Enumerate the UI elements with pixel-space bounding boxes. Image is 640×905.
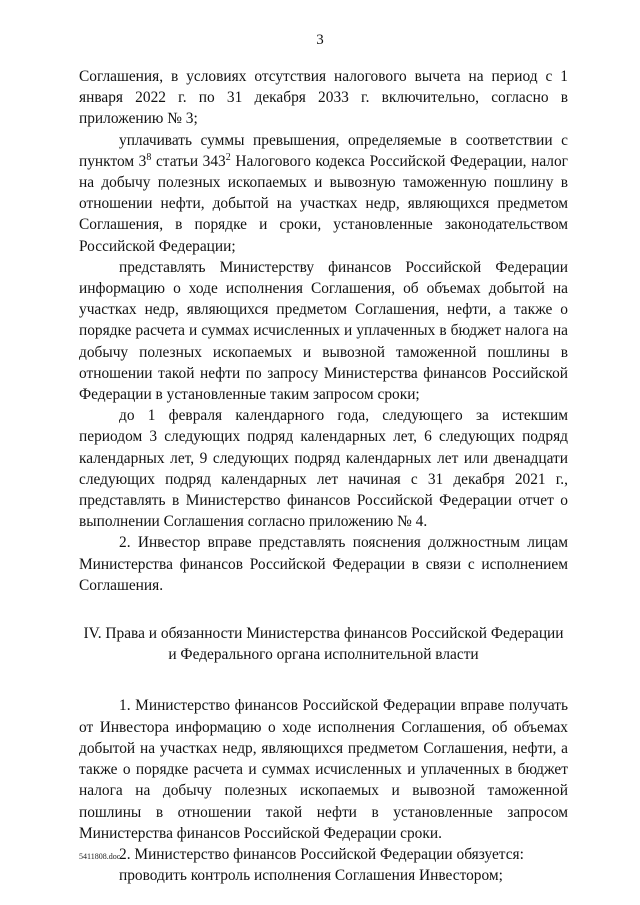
paragraph-pay-excess-part1: уплачивать суммы превышения, определяемые в соответствии с пунктом 3: [79, 131, 568, 170]
document-body: [79, 66, 568, 886]
superscript-2: 2: [225, 151, 231, 163]
paragraph-provide-info: представлять Министерству финансов Российской Федерации информацию о ходе исполнения Соглашения, об объемах добытой на участках недр, являющихся предметом Соглашения, нефти, а также о порядке расчета и суммах исчисленных и уплаченных в бюджет налога на добычу полезных ископаемых и вывозной таможенной пошлины в отношении такой нефти по запросу Министерства финансов Российской Федерации в установленные таким запросом сроки;: [79, 258, 568, 404]
document-file-code: 5411808.doc: [79, 852, 121, 861]
paragraph-investor-rights: 2. Инвестор вправе представлять пояснения должностным лицам Министерства финансов Российской Федерации в связи с исполнением Соглашения.: [79, 534, 568, 594]
paragraph-pay-excess: [79, 130, 568, 257]
superscript-8: 8: [146, 151, 152, 163]
paragraph-control: проводить контроль исполнения Соглашения Инвестором;: [119, 867, 503, 885]
page-number: 3: [316, 32, 324, 48]
section-heading: [79, 623, 568, 665]
paragraph-continuation: Соглашения, в условиях отсутствия налогового вычета на период с 1 января 2022 г. по 31 декабря 2033 г. включительно, согласно в приложению № 3;: [79, 68, 568, 128]
section-heading-line1: IV. Права и обязанности Министерства финансов Российской Федерации: [83, 625, 564, 643]
paragraph-ministry-rights: 1. Министерство финансов Российской Федерации вправе получать от Инвестора информацию о ходе исполнения Соглашения, об объемах добытой на участках недр, являющихся предметом Соглашения, нефти, а также о порядке расчета и суммах исчисленных и уплаченных в бюджет налога на добычу полезных ископаемых и вывозной таможенной пошлины в отношении такой нефти в установленные запросом Министерства финансов Российской Федерации сроки.: [79, 697, 568, 842]
section-heading-line2: и Федерального органа исполнительной власти: [168, 646, 479, 664]
paragraph-pay-excess-part2: статьи 343: [151, 152, 226, 170]
paragraph-pay-excess-part3: Налогового кодекса Российской Федерации, налог на добычу полезных ископаемых и вывозную таможенную пошлину в отношении нефти, добытой на участках недр, являющихся предметом Соглашения, в порядке и сроки, установленные законодательством Российской Федерации;: [79, 152, 568, 255]
paragraph-report-deadline: до 1 февраля календарного года, следующего за истекшим периодом 3 следующих подряд календарных лет, 6 следующих подряд календарных лет, 9 следующих подряд календарных лет или двенадцати следующих подряд календарных лет начиная с 31 декабря 2021 г., представлять в Министерство финансов Российской Федерации отчет о выполнении Соглашения согласно приложению № 4.: [79, 407, 568, 531]
paragraph-ministry-obligations: 2. Министерство финансов Российской Федерации обязуется:: [119, 845, 524, 863]
